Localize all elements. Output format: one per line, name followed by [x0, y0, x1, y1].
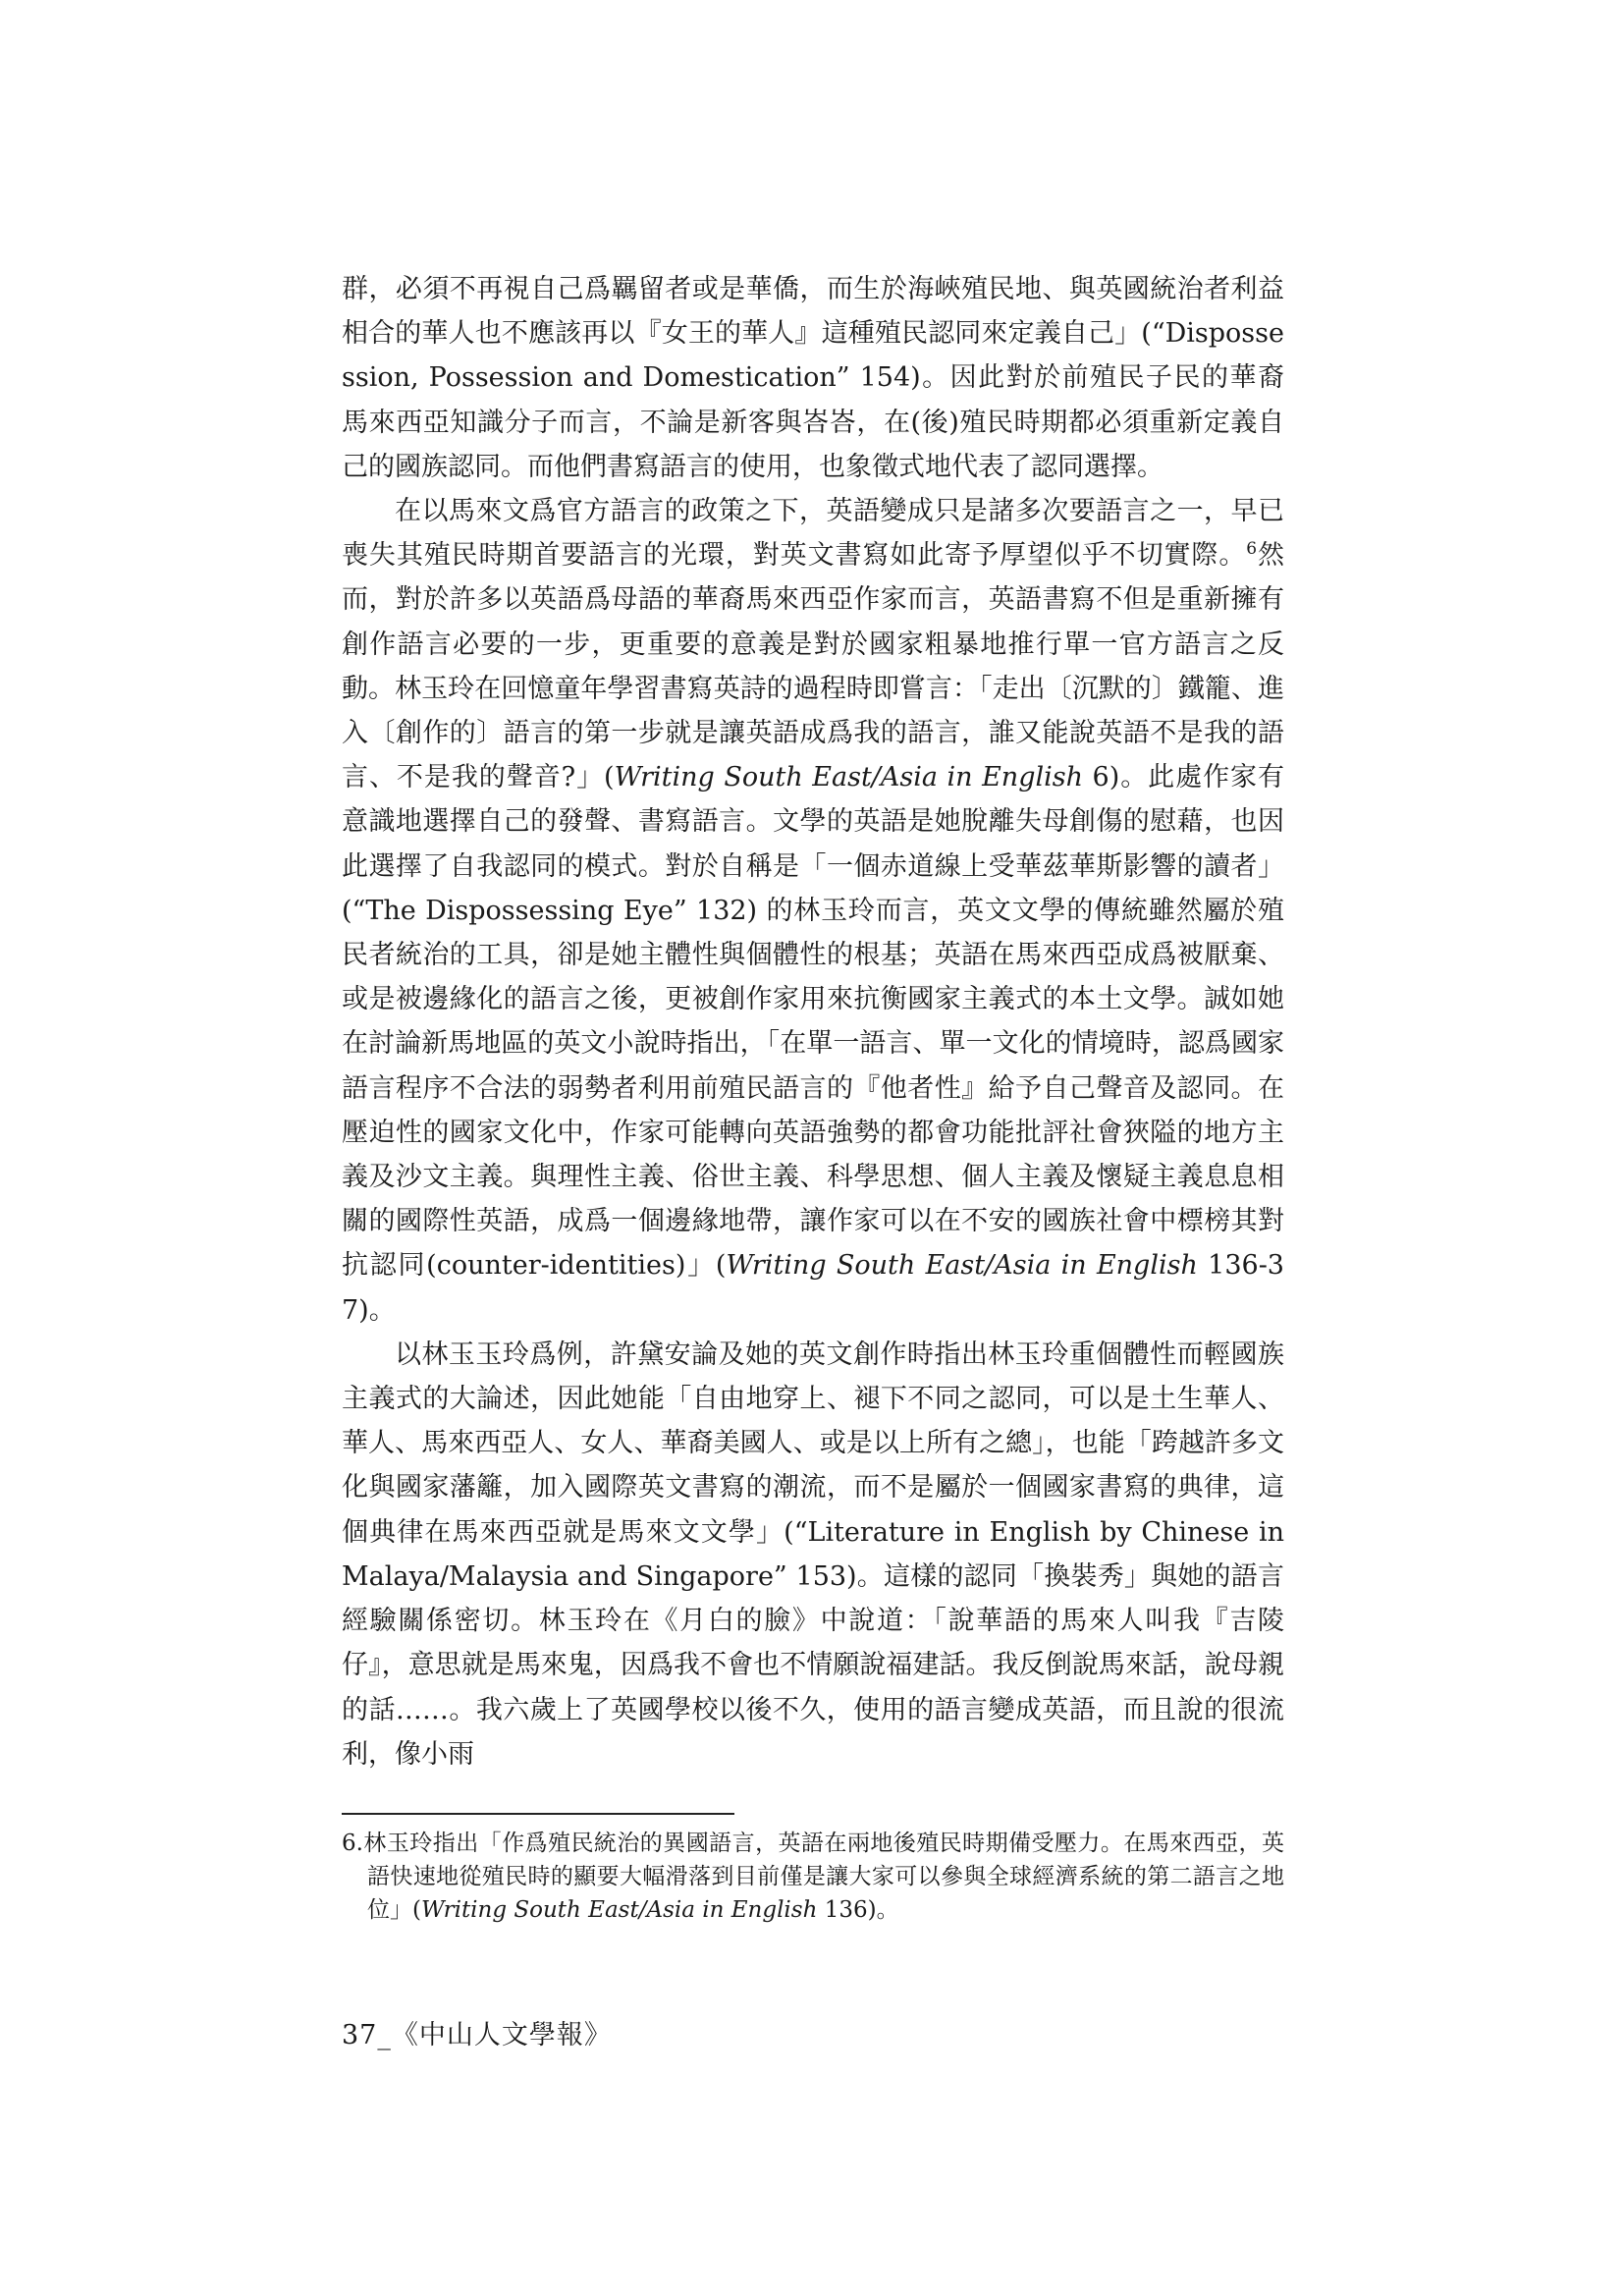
text-run: 6.林玉玲指出「作爲殖民統治的異國語言，英語在兩地後殖民時期備受壓力。在馬來西亞，英語快速地從殖民時的顯要大幅滑落到目前僅是讓大家可以參與全球經濟系統的第二語言之地位」(	[342, 1831, 1284, 1923]
footnote-marker: 6	[1246, 539, 1258, 560]
footnote-divider	[342, 1813, 734, 1815]
text-run: 群，必須不再視自己爲羈留者或是華僑，而生於海峽殖民地、與英國統治者利益相合的華人也不應該再以『女王的華人』這種殖民認同來定義自己」(“Dispossession, Possession and Domestication” 154)。因此對於前殖民子民的華裔馬來西亞知識分子而言，不論是新客與峇峇，在(後)殖民時期都必須重新定義自己的國族認同。而他們書寫語言的使用，也象徵式地代表了認同選擇。	[342, 274, 1284, 482]
text-run: 然而，對於許多以英語爲母語的華裔馬來西亞作家而言，英語書寫不但是重新擁有創作語言必要的一步，更重要的意義是對於國家粗暴地推行單一官方語言之反動。林玉玲在回憶童年學習書寫英詩的過程時即嘗言：「走出〔沉默的〕鐵籠、進入〔創作的〕語言的第一步就是讓英語成爲我的語言，誰又能說英語不是我的語言、不是我的聲音?」(	[342, 540, 1285, 793]
footnote	[342, 1827, 1284, 1927]
page-number: 37	[342, 2020, 378, 2050]
cited-title: Writing South East/Asia in English	[614, 762, 1083, 793]
paragraph	[342, 267, 1284, 489]
text-run: 以林玉玉玲爲例，許黛安論及她的英文創作時指出林玉玲重個體性而輕國族主義式的大論述，因此她能「自由地穿上、褪下不同之認同，可以是土生華人、華人、馬來西亞人、女人、華裔美國人、或是以上所有之總」，也能「跨越許多文化與國家藩籬，加入國際英文書寫的潮流，而不是屬於一個國家書寫的典律，這個典律在馬來西亞就是馬來文文學」(“Literature in English by Chinese in Malaya/Malaysia and Singapore” 153)。這樣的認同「換裝秀」與她的語言經驗關係密切。林玉玲在《月白的臉》中說道：「說華語的馬來人叫我『吉陵仔』，意思就是馬來鬼，因爲我不會也不情願說福建話。我反倒說馬來話，說母親的話……。我六歲上了英國學校以後不久，使用的語言變成英語，而且說的很流利，像小雨	[342, 1339, 1284, 1770]
paragraph	[342, 489, 1284, 1333]
body-text	[342, 267, 1284, 1777]
text-run: 在以馬來文爲官方語言的政策之下，英語變成只是諸多次要語言之一，早已喪失其殖民時期首要語言的光環，對英文書寫如此寄予厚望似乎不切實際。	[342, 496, 1284, 572]
text-run: 136)。	[817, 1897, 899, 1923]
journal-title: 《中山人文學報》	[391, 2020, 612, 2050]
text-run: 6)。此處作家有意識地選擇自己的發聲、書寫語言。文學的英語是她脫離失母創傷的慰藉，也因此選擇了自我認同的模式。對於自稱是「一個赤道線上受華茲華斯影響的讀者」(“The Dispossessing Eye” 132) 的林玉玲而言，英文文學的傳統雖然屬於殖民者統治的工具，卻是她主體性與個體性的根基；英語在馬來西亞成爲被厭棄、或是被邊緣化的語言之後，更被創作家用來抗衡國家主義式的本土文學。誠如她在討論新馬地區的英文小說時指出，「在單一語言、單一文化的情境時，認爲國家語言程序不合法的弱勢者利用前殖民語言的『他者性』給予自己聲音及認同。在壓迫性的國家文化中，作家可能轉向英語強勢的都會功能批評社會狹隘的地方主義及沙文主義。與理性主義、俗世主義、科學思想、個人主義及懷疑主義息息相關的國際性英語，成爲一個邊緣地帶，讓作家可以在不安的國族社會中標榜其對抗認同(counter-identities)」(	[342, 762, 1284, 1282]
paragraph	[342, 1333, 1284, 1777]
page-footer	[342, 2013, 612, 2051]
footnotes	[342, 1827, 1284, 1927]
footer-separator: _	[377, 2020, 392, 2050]
cited-title: Writing South East/Asia in English	[726, 1250, 1198, 1282]
cited-title: Writing South East/Asia in English	[420, 1897, 818, 1923]
text-run: 136-37)。	[342, 1250, 1284, 1326]
